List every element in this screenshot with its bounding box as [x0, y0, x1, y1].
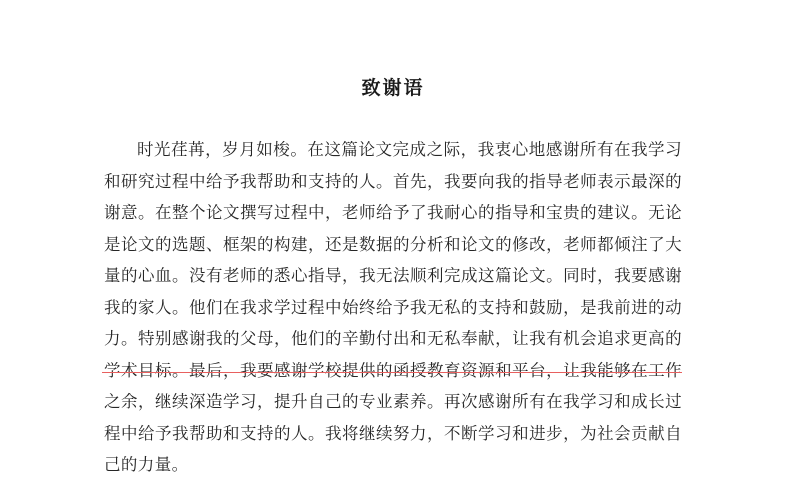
document-body — [104, 100, 682, 481]
acknowledgement-paragraph: 时光荏苒，岁月如梭。在这篇论文完成之际，我衷心地感谢所有在我学习和研究过程中给予我帮助和支持的人。首先，我要向我的指导老师表示最深的谢意。在整个论文撰写过程中，老师给予了我耐心的指导和宝贵的建议。无论是论文的选题、框架的构建，还是数据的分析和论文的修改，老师都倾注了大量的心血。没有老师的悉心指导，我无法顺利完成这篇论文。同时，我要感谢我的家人。他们在我求学过程中始终给予我无私的支持和鼓励，是我前进的动力。特别感谢我的父母，他们的辛勤付出和无私奉献，让我有机会追求更高的学术目标。最后，我要感谢学校提供的函授教育资源和平台，让我能够在工作之余，继续深造学习，提升自己的专业素养。再次感谢所有在我学习和成长过程中给予我帮助和支持的人。我将继续努力，不断学习和进步，为社会贡献自己的力量。 — [104, 140, 682, 474]
page-title: 致谢语 — [361, 78, 425, 99]
